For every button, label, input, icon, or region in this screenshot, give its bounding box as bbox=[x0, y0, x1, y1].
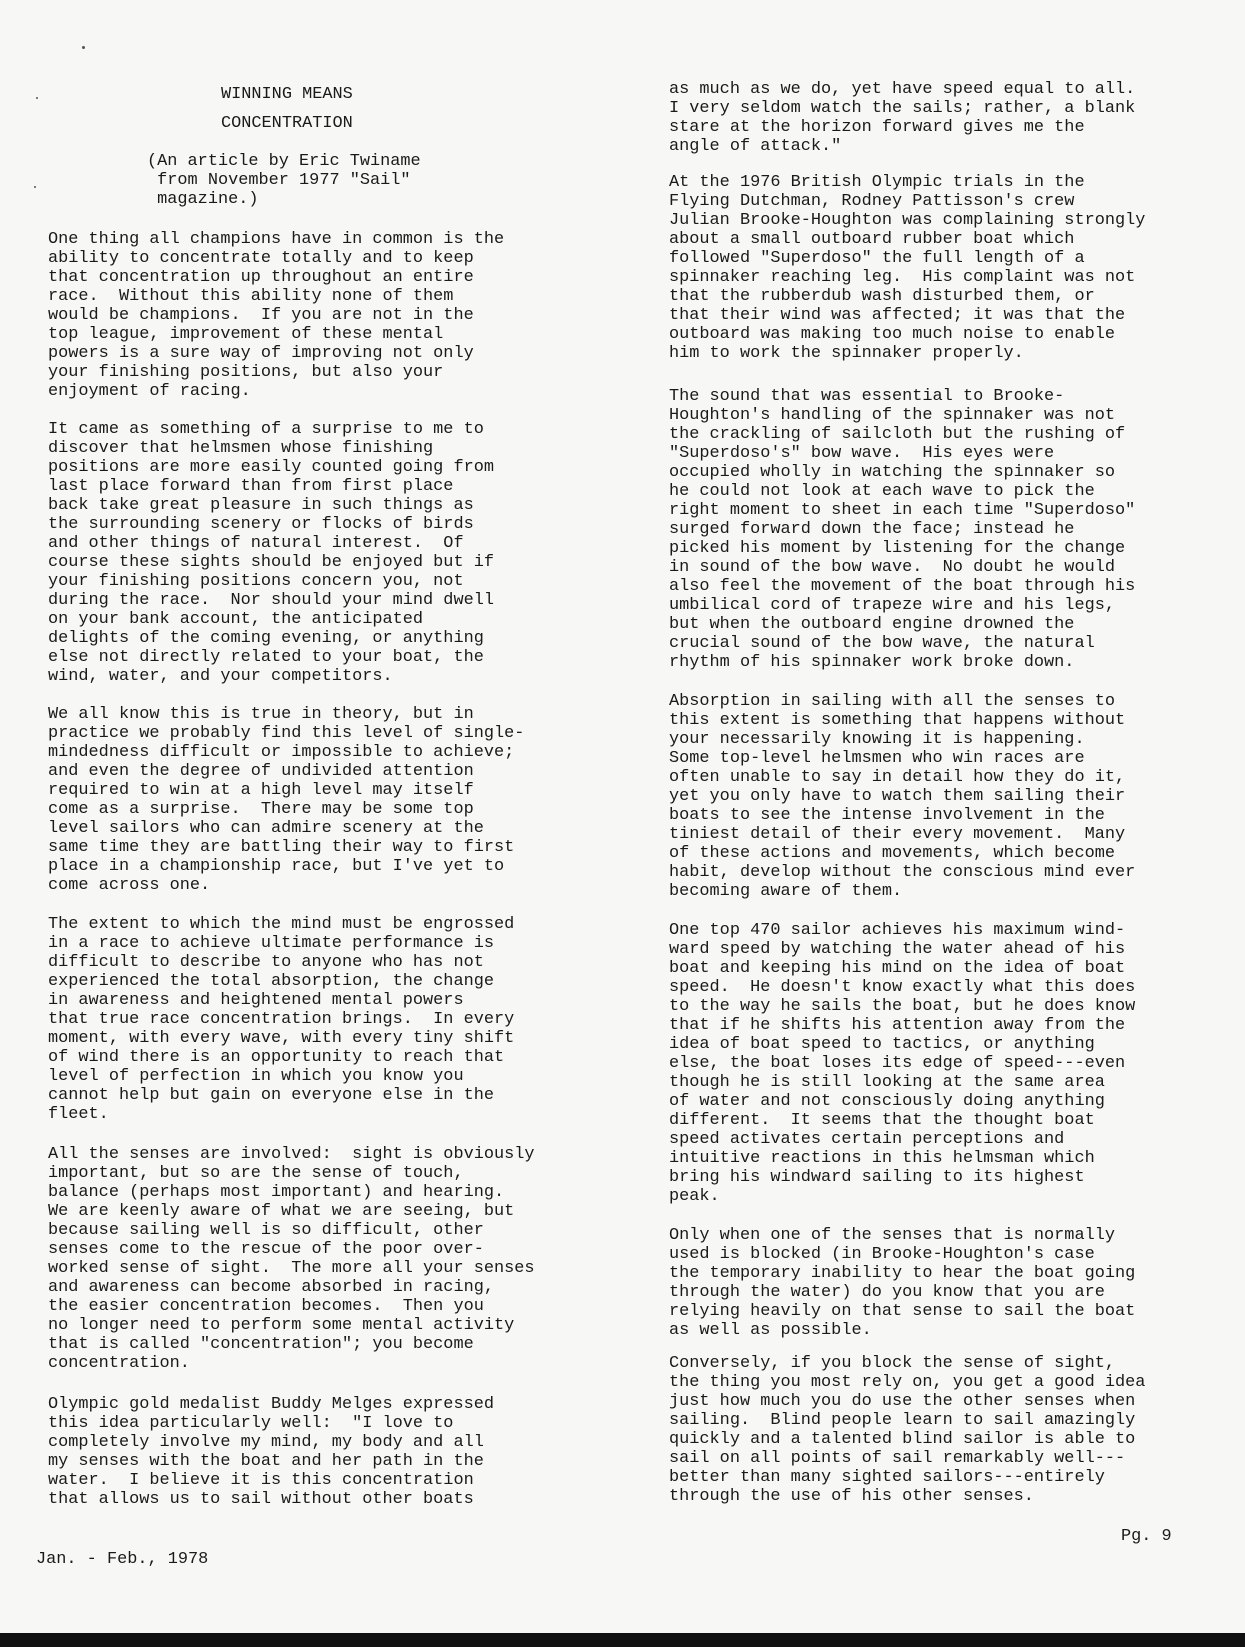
paragraph bbox=[669, 1354, 1145, 1506]
paragraph bbox=[48, 915, 514, 1124]
text-line: intuitive reactions in this helmsman which bbox=[669, 1149, 1095, 1168]
issue-date: Jan. - Feb., 1978 bbox=[36, 1550, 209, 1569]
text-line: he could not look at each wave to pick the bbox=[669, 482, 1095, 501]
text-line: the surrounding scenery or flocks of birds bbox=[48, 515, 474, 534]
text-line: speed activates certain perceptions and bbox=[669, 1130, 1065, 1149]
text-line: in a race to achieve ultimate performance is bbox=[48, 934, 494, 953]
text-line: in awareness and heightened mental powers bbox=[48, 991, 464, 1010]
text-line: Some top-level helmsmen who win races are bbox=[669, 749, 1085, 768]
text-line: that the rubberdub wash disturbed them, or bbox=[669, 287, 1095, 306]
text-line: that their wind was affected; it was that the bbox=[669, 306, 1126, 325]
text-line: come as a surprise. There may be some top bbox=[48, 800, 474, 819]
scan-edge-bar bbox=[0, 1633, 1245, 1647]
text-line: level sailors who can admire scenery at the bbox=[48, 819, 484, 838]
text-line: Absorption in sailing with all the senses to bbox=[669, 692, 1115, 711]
text-line: angle of attack." bbox=[669, 137, 842, 156]
text-line: wind, water, and your competitors. bbox=[48, 667, 393, 686]
text-line: followed "Superdoso" the full length of a bbox=[669, 249, 1085, 268]
text-line: important, but so are the sense of touch, bbox=[48, 1164, 464, 1183]
text-line: yet you only have to watch them sailing their bbox=[669, 787, 1126, 806]
text-line: race. Without this ability none of them bbox=[48, 287, 454, 306]
text-line: back take great pleasure in such things as bbox=[48, 496, 474, 515]
text-line: relying heavily on that sense to sail the boat bbox=[669, 1302, 1136, 1321]
text-line: no longer need to perform some mental activity bbox=[48, 1316, 515, 1335]
text-line: experienced the total absorption, the change bbox=[48, 972, 494, 991]
text-line: through the use of his other senses. bbox=[669, 1487, 1034, 1506]
text-line: rhythm of his spinnaker work broke down. bbox=[669, 653, 1075, 672]
byline-line: from November 1977 "Sail" bbox=[147, 171, 411, 190]
text-line: through the water) do you know that you are bbox=[669, 1283, 1105, 1302]
text-line: that true race concentration brings. In every bbox=[48, 1010, 515, 1029]
text-line: fleet. bbox=[48, 1105, 109, 1124]
text-line: else not directly related to your boat, the bbox=[48, 648, 484, 667]
text-line: your finishing positions concern you, not bbox=[48, 572, 464, 591]
text-line: Only when one of the senses that is normally bbox=[669, 1226, 1115, 1245]
text-line: Conversely, if you block the sense of sight, bbox=[669, 1354, 1115, 1373]
byline-line: (An article by Eric Twiname bbox=[147, 152, 421, 171]
text-line: last place forward than from first place bbox=[48, 477, 454, 496]
text-line: come across one. bbox=[48, 876, 211, 895]
text-line: course these sights should be enjoyed but if bbox=[48, 553, 494, 572]
text-line: used is blocked (in Brooke-Houghton's case bbox=[669, 1245, 1095, 1264]
text-line: that allows us to sail without other boats bbox=[48, 1490, 474, 1509]
text-line: speed. He doesn't know exactly what this does bbox=[669, 978, 1136, 997]
text-line: difficult to describe to anyone who has not bbox=[48, 953, 484, 972]
text-line: boats to see the intense involvement in the bbox=[669, 806, 1105, 825]
text-line: different. It seems that the thought boat bbox=[669, 1111, 1095, 1130]
text-line: habit, develop without the conscious mind ever bbox=[669, 863, 1136, 882]
text-line: umbilical cord of trapeze wire and his legs, bbox=[669, 596, 1115, 615]
text-line: I very seldom watch the sails; rather, a blank bbox=[669, 99, 1136, 118]
text-line: All the senses are involved: sight is obviously bbox=[48, 1145, 535, 1164]
text-line: practice we probably find this level of single- bbox=[48, 724, 525, 743]
text-line: stare at the horizon forward gives me the bbox=[669, 118, 1085, 137]
text-line: and even the degree of undivided attention bbox=[48, 762, 474, 781]
text-line: right moment to sheet in each time "Superdoso" bbox=[669, 501, 1136, 520]
text-line: also feel the movement of the boat through his bbox=[669, 577, 1136, 596]
text-line: Julian Brooke-Houghton was complaining strongly bbox=[669, 211, 1146, 230]
text-line: Flying Dutchman, Rodney Pattisson's crew bbox=[669, 192, 1075, 211]
text-line: as well as possible. bbox=[669, 1321, 872, 1340]
byline-line: magazine.) bbox=[147, 190, 259, 209]
text-line: same time they are battling their way to first bbox=[48, 838, 515, 857]
text-line: water. I believe it is this concentration bbox=[48, 1471, 474, 1490]
text-line: place in a championship race, but I've yet to bbox=[48, 857, 505, 876]
text-line: often unable to say in detail how they do it, bbox=[669, 768, 1126, 787]
text-line: completely involve my mind, my body and all bbox=[48, 1433, 484, 1452]
text-line: senses come to the rescue of the poor over- bbox=[48, 1240, 484, 1259]
text-line: delights of the coming evening, or anything bbox=[48, 629, 484, 648]
text-line: of wind there is an opportunity to reach that bbox=[48, 1048, 505, 1067]
text-line: ability to concentrate totally and to keep bbox=[48, 249, 474, 268]
text-line: that if he shifts his attention away from the bbox=[669, 1016, 1126, 1035]
text-line: becoming aware of them. bbox=[669, 882, 903, 901]
text-line: top league, improvement of these mental bbox=[48, 325, 444, 344]
text-line: him to work the spinnaker properly. bbox=[669, 344, 1024, 363]
text-line: sailing. Blind people learn to sail amazingly bbox=[669, 1411, 1136, 1430]
paragraph bbox=[669, 173, 1145, 363]
text-line: and awareness can become absorbed in racing, bbox=[48, 1278, 494, 1297]
paragraph bbox=[669, 1226, 1135, 1340]
text-line: crucial sound of the bow wave, the natural bbox=[669, 634, 1095, 653]
scan-speck bbox=[34, 186, 36, 188]
text-line: ward speed by watching the water ahead of his bbox=[669, 940, 1126, 959]
text-line: just how much you do use the other senses when bbox=[669, 1392, 1136, 1411]
text-line: on your bank account, the anticipated bbox=[48, 610, 424, 629]
paragraph bbox=[48, 1395, 494, 1509]
text-line: quickly and a talented blind sailor is able to bbox=[669, 1430, 1136, 1449]
paragraph bbox=[48, 705, 524, 895]
text-line: and other things of natural interest. Of bbox=[48, 534, 464, 553]
text-line: the thing you most rely on, you get a good idea bbox=[669, 1373, 1146, 1392]
text-line: your necessarily knowing it is happening. bbox=[669, 730, 1085, 749]
text-line: peak. bbox=[669, 1187, 720, 1206]
text-line: as much as we do, yet have speed equal to all. bbox=[669, 80, 1136, 99]
text-line: powers is a sure way of improving not only bbox=[48, 344, 474, 363]
text-line: better than many sighted sailors---entirely bbox=[669, 1468, 1105, 1487]
text-line: surged forward down the face; instead he bbox=[669, 520, 1075, 539]
text-line: One top 470 sailor achieves his maximum wind- bbox=[669, 921, 1126, 940]
text-line: balance (perhaps most important) and hearing. bbox=[48, 1183, 505, 1202]
text-line: to the way he sails the boat, but he does know bbox=[669, 997, 1136, 1016]
paragraph bbox=[669, 921, 1135, 1206]
text-line: moment, with every wave, with every tiny shift bbox=[48, 1029, 515, 1048]
text-line: We are keenly aware of what we are seeing, but bbox=[48, 1202, 515, 1221]
text-line: the easier concentration becomes. Then you bbox=[48, 1297, 484, 1316]
text-line: that concentration up throughout an entire bbox=[48, 268, 474, 287]
text-line: worked sense of sight. The more all your senses bbox=[48, 1259, 535, 1278]
text-line: The sound that was essential to Brooke- bbox=[669, 387, 1065, 406]
text-line: required to win at a high level may itself bbox=[48, 781, 474, 800]
paragraph bbox=[48, 1145, 535, 1373]
text-line: of these actions and movements, which become bbox=[669, 844, 1115, 863]
text-line: cannot help but gain on everyone else in the bbox=[48, 1086, 494, 1105]
paragraph bbox=[48, 420, 494, 686]
article-title-line-2: CONCENTRATION bbox=[221, 114, 353, 133]
text-line: this extent is something that happens without bbox=[669, 711, 1126, 730]
text-line: bring his windward sailing to its highest bbox=[669, 1168, 1085, 1187]
text-line: outboard was making too much noise to enable bbox=[669, 325, 1115, 344]
text-line: spinnaker reaching leg. His complaint was not bbox=[669, 268, 1136, 287]
text-line: picked his moment by listening for the change bbox=[669, 539, 1126, 558]
text-line: The extent to which the mind must be engrossed bbox=[48, 915, 515, 934]
text-line: my senses with the boat and her path in the bbox=[48, 1452, 484, 1471]
text-line: because sailing well is so difficult, other bbox=[48, 1221, 484, 1240]
article-title-line-1: WINNING MEANS bbox=[221, 85, 353, 104]
text-line: enjoyment of racing. bbox=[48, 382, 251, 401]
paragraph bbox=[669, 80, 1135, 156]
text-line: "Superdoso's" bow wave. His eyes were bbox=[669, 444, 1055, 463]
text-line: Houghton's handling of the spinnaker was not bbox=[669, 406, 1115, 425]
text-line: tiniest detail of their every movement. Many bbox=[669, 825, 1126, 844]
text-line: but when the outboard engine drowned the bbox=[669, 615, 1075, 634]
text-line: level of perfection in which you know you bbox=[48, 1067, 464, 1086]
paragraph bbox=[48, 230, 504, 401]
text-line: the crackling of sailcloth but the rushing of bbox=[669, 425, 1126, 444]
text-line: Olympic gold medalist Buddy Melges expressed bbox=[48, 1395, 494, 1414]
text-line: the temporary inability to hear the boat going bbox=[669, 1264, 1136, 1283]
article-byline bbox=[147, 152, 421, 209]
scan-speck bbox=[36, 97, 38, 99]
page-number: Pg. 9 bbox=[1121, 1527, 1172, 1546]
text-line: boat and keeping his mind on the idea of boat bbox=[669, 959, 1126, 978]
text-line: We all know this is true in theory, but in bbox=[48, 705, 474, 724]
text-line: discover that helmsmen whose finishing bbox=[48, 439, 434, 458]
text-line: else, the boat loses its edge of speed---even bbox=[669, 1054, 1126, 1073]
text-line: At the 1976 British Olympic trials in the bbox=[669, 173, 1085, 192]
paragraph bbox=[669, 692, 1135, 901]
text-line: occupied wholly in watching the spinnaker so bbox=[669, 463, 1115, 482]
text-line: this idea particularly well: "I love to bbox=[48, 1414, 454, 1433]
text-line: about a small outboard rubber boat which bbox=[669, 230, 1075, 249]
text-line: that is called "concentration"; you become bbox=[48, 1335, 474, 1354]
text-line: though he is still looking at the same area bbox=[669, 1073, 1105, 1092]
text-line: One thing all champions have in common is the bbox=[48, 230, 505, 249]
text-line: in sound of the bow wave. No doubt he would bbox=[669, 558, 1115, 577]
paragraph bbox=[669, 387, 1135, 672]
text-line: your finishing positions, but also your bbox=[48, 363, 444, 382]
text-line: during the race. Nor should your mind dwell bbox=[48, 591, 494, 610]
text-line: of water and not consciously doing anything bbox=[669, 1092, 1105, 1111]
text-line: It came as something of a surprise to me to bbox=[48, 420, 484, 439]
text-line: sail on all points of sail remarkably well--- bbox=[669, 1449, 1126, 1468]
text-line: mindedness difficult or impossible to achieve; bbox=[48, 743, 515, 762]
scan-speck bbox=[82, 46, 85, 49]
text-line: idea of boat speed to tactics, or anything bbox=[669, 1035, 1095, 1054]
text-line: positions are more easily counted going from bbox=[48, 458, 494, 477]
text-line: concentration. bbox=[48, 1354, 190, 1373]
text-line: would be champions. If you are not in the bbox=[48, 306, 474, 325]
